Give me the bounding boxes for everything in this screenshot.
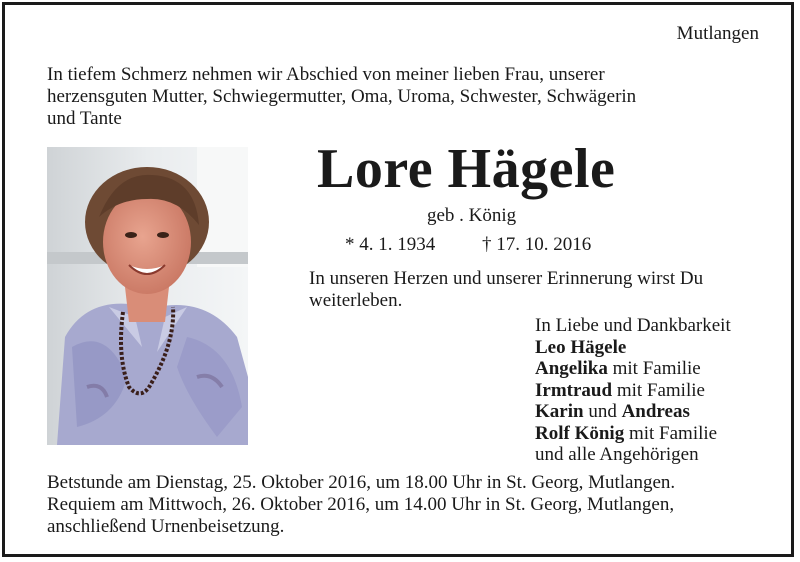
mourner-line [535,423,731,445]
service-line: anschließend Urnenbeisetzung. [47,516,285,537]
intro-line: In tiefem Schmerz nehmen wir Abschied von meiner lieben Frau, unserer [47,64,605,85]
memory-line: weiterleben. [309,290,403,311]
service-line: Requiem am Mittwoch, 26. Oktober 2016, um 14.00 Uhr in St. Georg, Mutlangen, [47,494,675,515]
birth-date: * 4. 1. 1934 [345,234,436,255]
mourner-line [535,337,731,359]
mourner-line [535,401,731,423]
intro-line: und Tante [47,108,122,129]
mourners-closing: und alle Angehörigen [535,444,699,465]
memory-line: In unseren Herzen und unserer Erinnerung wirst Du [309,268,704,289]
death-date: † 17. 10. 2016 [482,234,592,255]
obituary-notice [2,2,794,557]
mourner-suffix: mit Familie [624,422,718,444]
portrait-photo [47,147,248,445]
intro-line: herzensguten Mutter, Schwiegermutter, Oma, Uroma, Schwester, Schwägerin [47,86,637,107]
mourners-intro: In Liebe und Dankbarkeit [535,315,731,336]
place-name: Mutlangen [676,23,759,44]
maiden-name: geb . König [427,205,517,226]
mourner-suffix: mit Familie [612,379,705,401]
mourner-name: Karin [535,401,584,422]
service-info [47,472,675,538]
intro-text [47,64,747,130]
life-dates [345,234,591,256]
memory-text [309,268,769,312]
mourner-name: Andreas [621,401,690,422]
mourner-line [535,358,731,380]
mourner-conjunction: und [583,401,622,422]
deceased-name: Lore Hägele [317,138,616,200]
mourners-list [535,315,731,466]
mourner-name: Irmtraud [535,379,613,401]
mourner-suffix: mit Familie [607,358,701,379]
mourner-name: Rolf König [535,422,625,444]
mourner-line [535,380,731,402]
service-line: Betstunde am Dienstag, 25. Oktober 2016, um 18.00 Uhr in St. Georg, Mutlangen. [47,472,676,493]
mourner-name: Leo Hägele [535,336,627,358]
mourner-name: Angelika [535,358,608,379]
